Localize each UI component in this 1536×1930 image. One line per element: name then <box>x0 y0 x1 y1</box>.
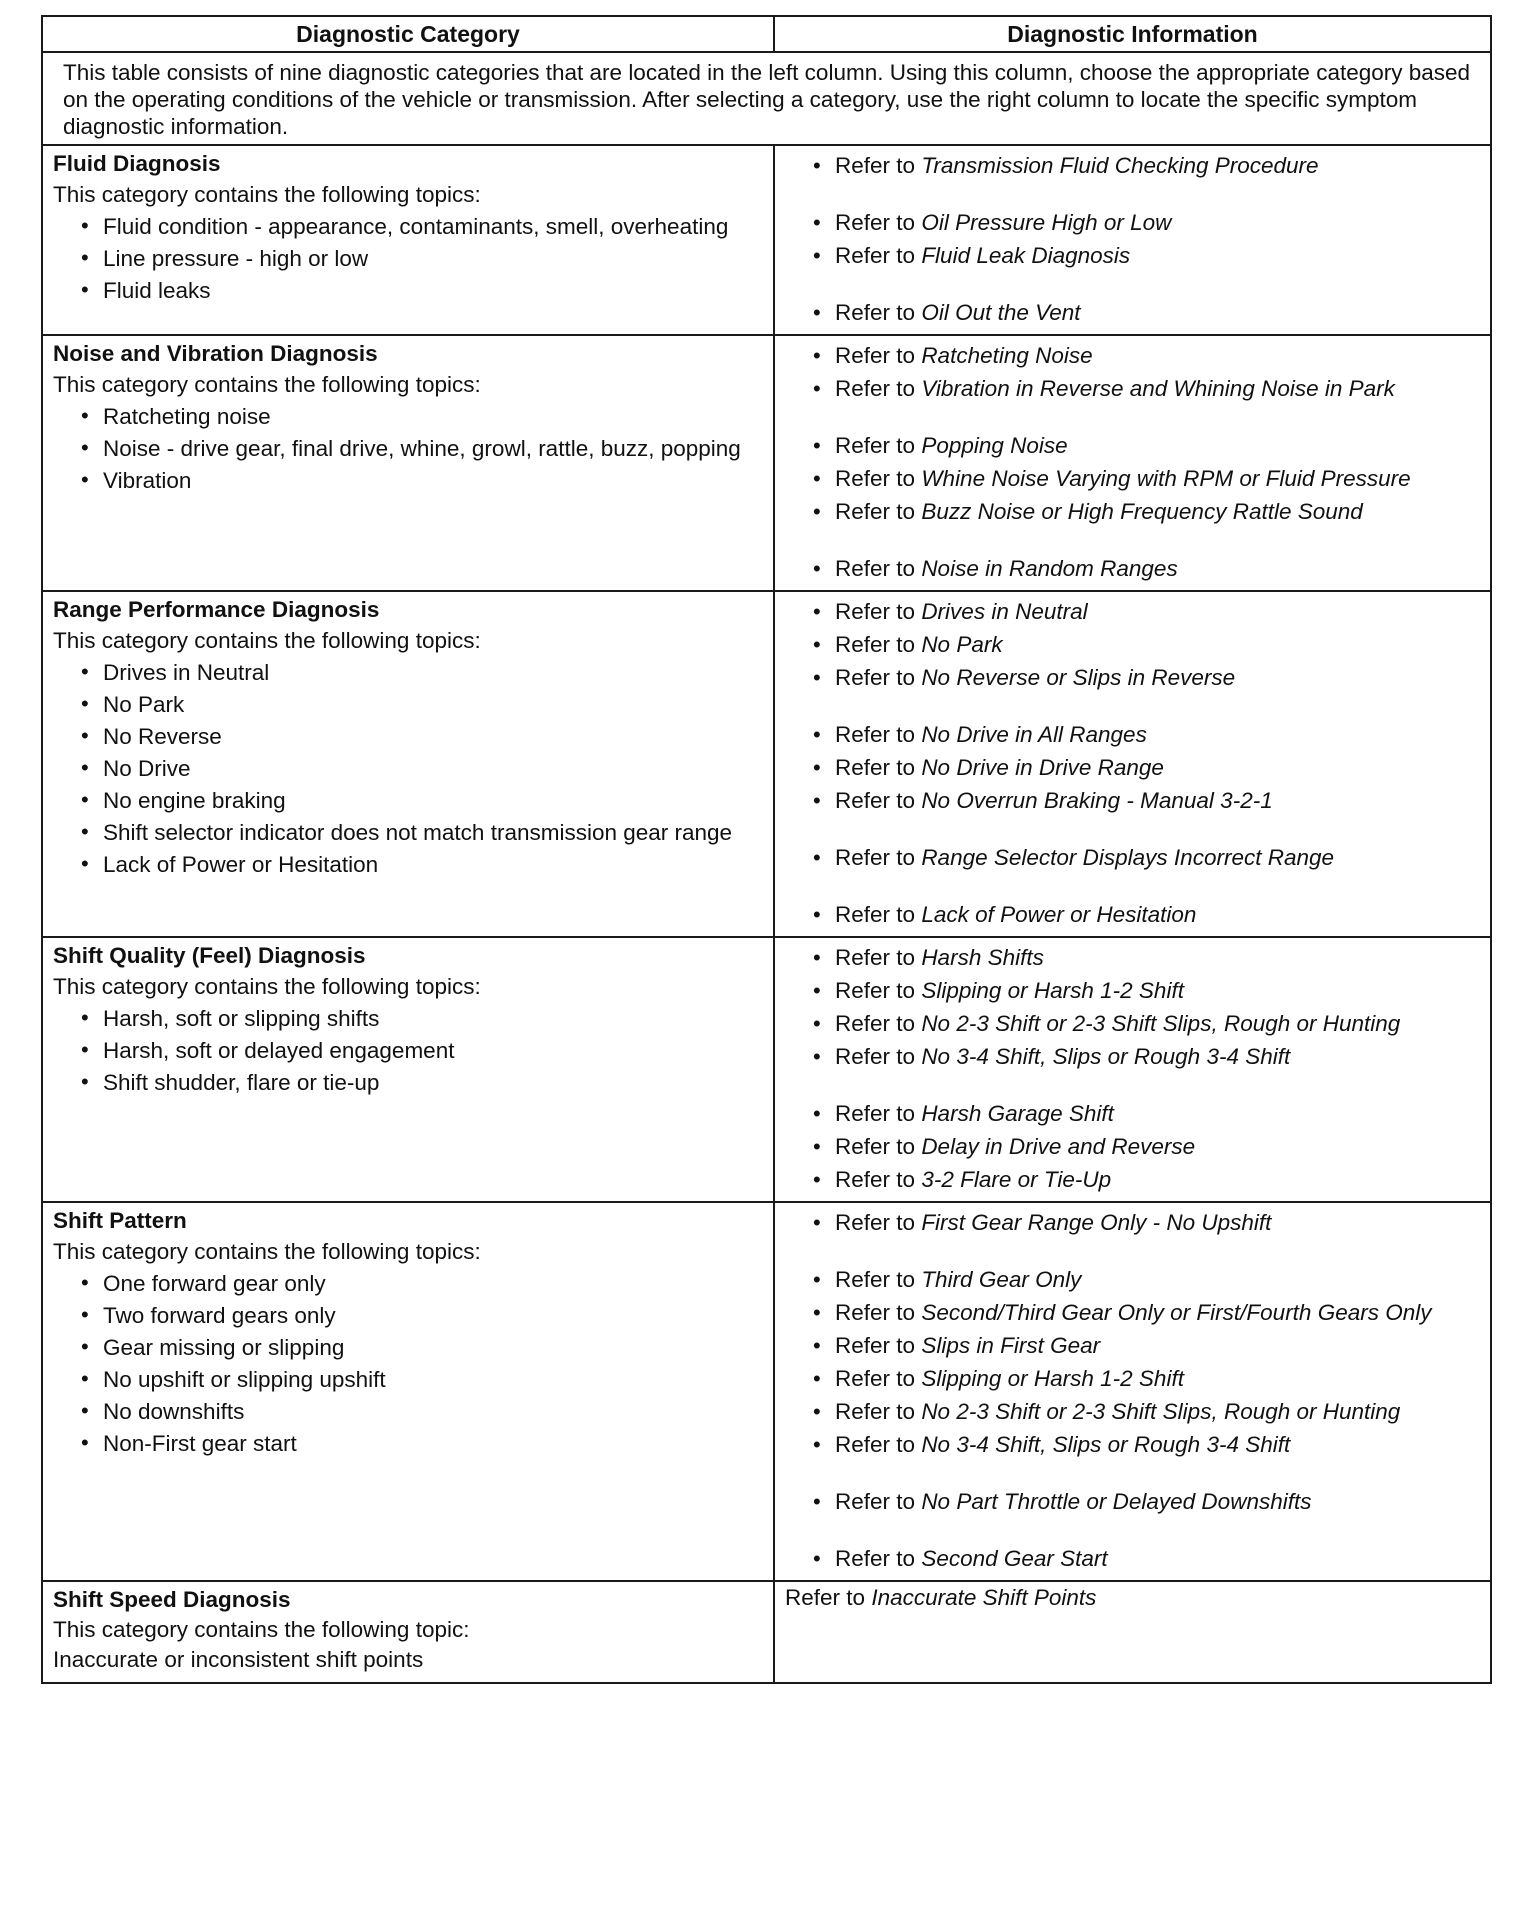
refer-to-label: Refer to <box>835 945 916 970</box>
topic-item: • Line pressure - high or low <box>81 243 765 275</box>
refer-to-label: Refer to <box>835 466 916 491</box>
reference-item <box>811 1363 1484 1396</box>
reference-item <box>811 1041 1484 1074</box>
category-row-noise <box>42 335 1491 591</box>
refer-to-label: Refer to <box>835 1267 916 1292</box>
reference-item <box>811 496 1484 529</box>
reference-item <box>811 629 1484 662</box>
reference-item <box>811 1297 1484 1330</box>
refer-to-label: Refer to <box>835 1300 916 1325</box>
reference-link[interactable]: Slipping or Harsh 1-2 Shift <box>921 1366 1184 1391</box>
reference-item <box>811 596 1484 629</box>
topic-item: • No upshift or slipping upshift <box>81 1364 765 1396</box>
reference-link[interactable]: Third Gear Only <box>921 1267 1082 1292</box>
reference-link[interactable]: Lack of Power or Hesitation <box>921 902 1197 927</box>
reference-item <box>811 1486 1484 1519</box>
refer-to-label: Refer to <box>835 1489 916 1514</box>
reference-link[interactable]: Delay in Drive and Reverse <box>921 1134 1196 1159</box>
category-cell-shift-pattern <box>42 1202 774 1581</box>
reference-item <box>811 942 1484 975</box>
reference-link[interactable]: Noise in Random Ranges <box>921 556 1178 581</box>
category-lead: This category contains the following topics: <box>53 182 481 207</box>
reference-link[interactable]: No Part Throttle or Delayed Downshifts <box>921 1489 1312 1514</box>
reference-list <box>775 942 1484 1197</box>
category-cell-shift-speed <box>42 1581 774 1683</box>
category-row-fluid <box>42 145 1491 335</box>
reference-link[interactable]: Ratcheting Noise <box>921 343 1093 368</box>
topic-item: • One forward gear only <box>81 1268 765 1300</box>
reference-link[interactable]: Second/Third Gear Only or First/Fourth Gears Only <box>921 1300 1432 1325</box>
topic-item: • Shift selector indicator does not match transmission gear range <box>81 817 765 849</box>
reference-item <box>811 1207 1484 1240</box>
reference-link[interactable]: Fluid Leak Diagnosis <box>921 243 1131 268</box>
category-row-shift-quality <box>42 937 1491 1202</box>
reference-item <box>811 340 1484 373</box>
reference-link[interactable]: Slipping or Harsh 1-2 Shift <box>921 978 1184 1003</box>
reference-item <box>811 719 1484 752</box>
topic-item: • Gear missing or slipping <box>81 1332 765 1364</box>
intro-text: This table consists of nine diagnostic categories that are located in the left column. Using this column, choose the appropriate category based on the operating conditions of the vehicle or transmission. After selecting a category, use the right column to locate the specific symptom diagnostic information. <box>42 52 1491 145</box>
info-cell-shift-pattern <box>774 1202 1491 1581</box>
reference-link[interactable]: Drives in Neutral <box>921 599 1088 624</box>
category-lead: This category contains the following topics: <box>53 372 481 397</box>
refer-to-label: Refer to <box>835 1210 916 1235</box>
refer-to-label: Refer to <box>835 210 916 235</box>
refer-to-label: Refer to <box>835 722 916 747</box>
reference-link[interactable]: Inaccurate Shift Points <box>871 1585 1097 1610</box>
topic-item: • Lack of Power or Hesitation <box>81 849 765 881</box>
topic-item: • Fluid condition - appearance, contaminants, smell, overheating <box>81 211 765 243</box>
reference-item <box>811 899 1484 932</box>
refer-to-label: Refer to <box>835 845 916 870</box>
reference-link[interactable]: No Overrun Braking - Manual 3-2-1 <box>921 788 1273 813</box>
reference-link[interactable]: Range Selector Displays Incorrect Range <box>921 845 1335 870</box>
intro-row <box>42 52 1491 145</box>
reference-item <box>811 1429 1484 1462</box>
refer-to-label: Refer to <box>835 300 916 325</box>
reference-link[interactable]: Oil Pressure High or Low <box>921 210 1172 235</box>
reference-item <box>811 150 1484 183</box>
topic-item: • No engine braking <box>81 785 765 817</box>
reference-link[interactable]: First Gear Range Only - No Upshift <box>921 1210 1272 1235</box>
category-lead: This category contains the following topic: <box>53 1617 470 1642</box>
reference-link[interactable]: No 3-4 Shift, Slips or Rough 3-4 Shift <box>921 1432 1291 1457</box>
topic-item: Inaccurate or inconsistent shift points <box>53 1647 424 1672</box>
reference-link[interactable]: No Reverse or Slips in Reverse <box>921 665 1236 690</box>
diagnostic-table-container <box>41 15 1490 1684</box>
category-lead: This category contains the following topics: <box>53 628 481 653</box>
topic-item: • Harsh, soft or slipping shifts <box>81 1003 765 1035</box>
reference-list <box>775 596 1484 932</box>
reference-link[interactable]: No 2-3 Shift or 2-3 Shift Slips, Rough or Hunting <box>921 1399 1401 1424</box>
topic-item: • Ratcheting noise <box>81 401 765 433</box>
category-lead: This category contains the following topics: <box>53 974 481 999</box>
reference-item <box>811 240 1484 273</box>
topic-list <box>53 1268 765 1460</box>
category-lead: This category contains the following topics: <box>53 1239 481 1264</box>
refer-to-label: Refer to <box>835 499 916 524</box>
topic-item: • Fluid leaks <box>81 275 765 307</box>
reference-link[interactable]: No 2-3 Shift or 2-3 Shift Slips, Rough or Hunting <box>921 1011 1401 1036</box>
info-cell-fluid <box>774 145 1491 335</box>
reference-link[interactable]: 3-2 Flare or Tie-Up <box>921 1167 1112 1192</box>
topic-list <box>53 657 765 881</box>
category-title: Shift Pattern <box>53 1208 187 1233</box>
topic-item: • No Drive <box>81 753 765 785</box>
reference-link[interactable]: No Drive in Drive Range <box>921 755 1164 780</box>
refer-to-label: Refer to <box>835 632 916 657</box>
refer-to-label: Refer to <box>835 1432 916 1457</box>
topic-item: • Noise - drive gear, final drive, whine, growl, rattle, buzz, popping <box>81 433 765 465</box>
diagnostic-table <box>41 15 1492 1684</box>
topic-list <box>53 211 765 307</box>
reference-link[interactable]: Transmission Fluid Checking Procedure <box>921 153 1319 178</box>
reference-link[interactable]: Popping Noise <box>921 433 1068 458</box>
info-cell-shift-speed <box>774 1581 1491 1683</box>
refer-to-label: Refer to <box>835 1366 916 1391</box>
refer-to-label: Refer to <box>835 788 916 813</box>
refer-to-label: Refer to <box>835 243 916 268</box>
refer-to-label: Refer to <box>835 902 916 927</box>
category-cell-shift-quality <box>42 937 774 1202</box>
refer-to-label: Refer to <box>835 343 916 368</box>
reference-item <box>811 842 1484 875</box>
info-cell-shift-quality <box>774 937 1491 1202</box>
reference-item <box>811 1543 1484 1576</box>
reference-item <box>811 463 1484 496</box>
refer-to-label: Refer to <box>835 599 916 624</box>
reference-link[interactable]: Oil Out the Vent <box>921 300 1081 325</box>
refer-to-label: Refer to <box>835 1134 916 1159</box>
reference-item <box>811 975 1484 1008</box>
reference-item <box>811 207 1484 240</box>
reference-item <box>811 297 1484 330</box>
refer-to-label: Refer to <box>835 1399 916 1424</box>
category-cell-fluid <box>42 145 774 335</box>
reference-item <box>811 553 1484 586</box>
category-title: Shift Quality (Feel) Diagnosis <box>53 943 366 968</box>
refer-to-label: Refer to <box>835 1333 916 1358</box>
category-row-shift-speed <box>42 1581 1491 1683</box>
reference-link[interactable]: Harsh Shifts <box>921 945 1044 970</box>
reference-item <box>811 752 1484 785</box>
reference-link[interactable]: Harsh Garage Shift <box>921 1101 1114 1126</box>
category-title: Range Performance Diagnosis <box>53 597 380 622</box>
refer-to-label: Refer to <box>835 1101 916 1126</box>
refer-to-label: Refer to <box>835 1167 916 1192</box>
reference-link[interactable]: Buzz Noise or High Frequency Rattle Sound <box>921 499 1363 524</box>
reference-item <box>811 1131 1484 1164</box>
topic-item: • Vibration <box>81 465 765 497</box>
header-row <box>42 16 1491 52</box>
reference-list <box>775 340 1484 586</box>
refer-to-label: Refer to <box>835 978 916 1003</box>
topic-item: • No Park <box>81 689 765 721</box>
reference-item <box>811 1008 1484 1041</box>
topic-item: • Harsh, soft or delayed engagement <box>81 1035 765 1067</box>
refer-to-label: Refer to <box>835 1011 916 1036</box>
header-diagnostic-category: Diagnostic Category <box>42 16 774 52</box>
refer-to-label: Refer to <box>835 556 916 581</box>
reference-link[interactable]: Slips in First Gear <box>921 1333 1101 1358</box>
refer-to-label: Refer to <box>835 376 916 401</box>
refer-to-label: Refer to <box>835 755 916 780</box>
refer-to-label: Refer to <box>835 433 916 458</box>
refer-to-label: Refer to <box>835 1546 916 1571</box>
category-title: Fluid Diagnosis <box>53 151 221 176</box>
reference-link[interactable]: No 3-4 Shift, Slips or Rough 3-4 Shift <box>921 1044 1291 1069</box>
info-cell-range <box>774 591 1491 937</box>
topic-list <box>53 1003 765 1099</box>
category-row-shift-pattern <box>42 1202 1491 1581</box>
topic-item: • Non-First gear start <box>81 1428 765 1460</box>
category-cell-noise <box>42 335 774 591</box>
topic-item: • Drives in Neutral <box>81 657 765 689</box>
reference-item <box>811 1098 1484 1131</box>
info-cell-noise <box>774 335 1491 591</box>
category-title: Shift Speed Diagnosis <box>53 1587 291 1612</box>
reference-item <box>811 373 1484 406</box>
reference-item <box>775 1582 1490 1614</box>
category-row-range <box>42 591 1491 937</box>
topic-item: • No downshifts <box>81 1396 765 1428</box>
reference-item <box>811 785 1484 818</box>
reference-item <box>811 1264 1484 1297</box>
topic-item: • No Reverse <box>81 721 765 753</box>
refer-to-label: Refer to <box>785 1585 866 1610</box>
category-cell-range <box>42 591 774 937</box>
reference-list <box>775 1207 1484 1576</box>
reference-link[interactable]: No Park <box>921 632 1003 657</box>
reference-list <box>775 150 1484 330</box>
reference-link[interactable]: Second Gear Start <box>921 1546 1108 1571</box>
topic-item: • Two forward gears only <box>81 1300 765 1332</box>
refer-to-label: Refer to <box>835 153 916 178</box>
reference-item <box>811 1396 1484 1429</box>
refer-to-label: Refer to <box>835 1044 916 1069</box>
reference-item <box>811 430 1484 463</box>
reference-item <box>811 662 1484 695</box>
topic-item: • Shift shudder, flare or tie-up <box>81 1067 765 1099</box>
topic-list <box>53 401 765 497</box>
reference-link[interactable]: No Drive in All Ranges <box>921 722 1147 747</box>
reference-item <box>811 1164 1484 1197</box>
reference-link[interactable]: Whine Noise Varying with RPM or Fluid Pressure <box>921 466 1411 491</box>
reference-link[interactable]: Vibration in Reverse and Whining Noise in Park <box>921 376 1395 401</box>
refer-to-label: Refer to <box>835 665 916 690</box>
category-title: Noise and Vibration Diagnosis <box>53 341 378 366</box>
header-diagnostic-information: Diagnostic Information <box>774 16 1491 52</box>
reference-item <box>811 1330 1484 1363</box>
